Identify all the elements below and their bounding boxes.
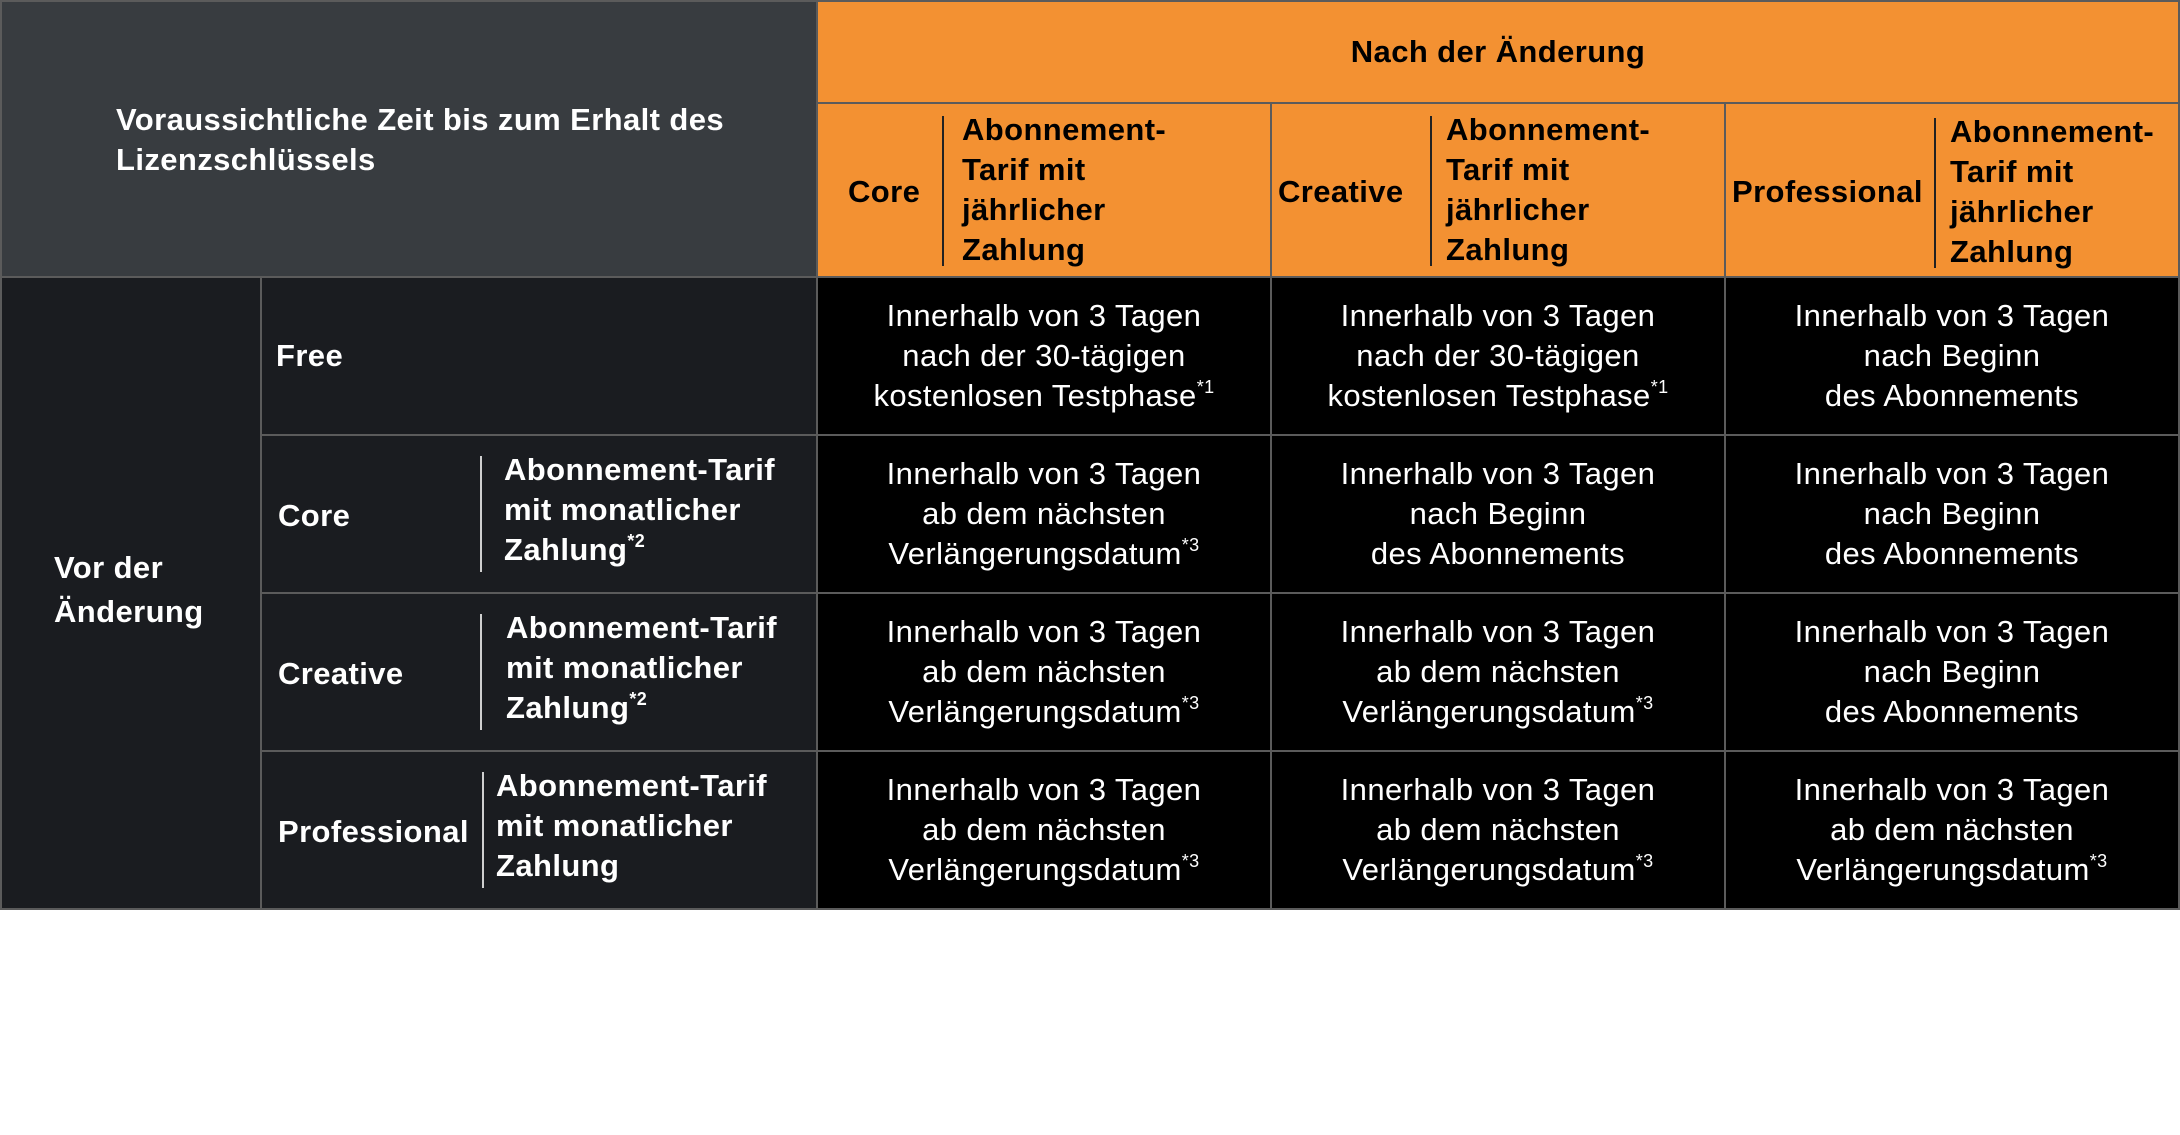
- cell-line: ab dem nächsten: [922, 812, 1166, 847]
- footnote-marker: *2: [629, 689, 648, 709]
- column-header-creative: [1270, 102, 1726, 278]
- cell-text: [1795, 612, 2110, 732]
- cell-line: Innerhalb von 3 Tagen: [1794, 298, 2110, 333]
- cell-line-text: kostenlosen Testphase: [1327, 378, 1651, 413]
- footnote-marker: *3: [1181, 851, 1200, 871]
- cell-line: nach Beginn: [1409, 496, 1587, 531]
- cell-line: nach Beginn: [1863, 496, 2041, 531]
- cell-line: [873, 376, 1214, 416]
- row-header-free: [260, 276, 818, 436]
- row-billing-label: [496, 766, 796, 886]
- cell-line: [887, 850, 1202, 890]
- cell-text: [873, 296, 1214, 416]
- cell-line: ab dem nächsten: [1376, 812, 1620, 847]
- cell-line: [887, 692, 1202, 732]
- data-cell: [1270, 434, 1726, 594]
- cell-text: [1327, 296, 1668, 416]
- data-cell: [816, 750, 1272, 910]
- data-cell: [1724, 434, 2180, 594]
- cell-line: [1341, 850, 1656, 890]
- cell-text: [1341, 770, 1656, 890]
- cell-line: [1795, 534, 2110, 574]
- column-billing-label: Abonnement-Tarif mit jährlicher Zahlung: [1446, 112, 1651, 267]
- cell-line: nach der 30-tägigen: [902, 338, 1186, 373]
- row-billing-text: Abonnement-Tarif mit monatlicher Zahlung: [506, 610, 778, 725]
- corner-header-label: Voraussichtliche Zeit bis zum Erhalt des Lizenzschlüssels: [116, 102, 725, 177]
- footnote-marker: *3: [1181, 535, 1200, 555]
- cell-line: [1795, 376, 2110, 416]
- cell-line-text: Verlängerungsdatum: [1342, 852, 1636, 887]
- after-change-label: Nach der Änderung: [1350, 34, 1646, 69]
- row-header-professional: [260, 750, 818, 910]
- column-plan-label: Creative: [1278, 174, 1404, 209]
- cell-line: Innerhalb von 3 Tagen: [1340, 614, 1656, 649]
- cell-line: Innerhalb von 3 Tagen: [1340, 298, 1656, 333]
- data-cell: [816, 276, 1272, 436]
- row-billing-label: [504, 450, 804, 570]
- before-change-label: Vor der Änderung: [54, 550, 204, 629]
- cell-line: Innerhalb von 3 Tagen: [1340, 456, 1656, 491]
- row-billing-text: Abonnement-Tarif mit monatlicher Zahlung: [496, 768, 768, 883]
- data-cell: [1724, 276, 2180, 436]
- cell-line: [1341, 534, 1656, 574]
- cell-line: nach Beginn: [1863, 338, 2041, 373]
- data-cell: [1270, 276, 1726, 436]
- row-header-creative: [260, 592, 818, 752]
- before-change-header: [0, 276, 262, 910]
- after-change-header: [816, 0, 2180, 104]
- cell-text: [887, 454, 1202, 574]
- cell-line-text: des Abonnements: [1824, 378, 2080, 413]
- cell-text: [887, 770, 1202, 890]
- row-header-core: [260, 434, 818, 594]
- cell-line-text: Verlängerungsdatum: [1796, 852, 2090, 887]
- cell-line-text: Verlängerungsdatum: [888, 852, 1182, 887]
- cell-line: Innerhalb von 3 Tagen: [1794, 772, 2110, 807]
- footnote-marker: *2: [627, 531, 646, 551]
- data-cell: [816, 434, 1272, 594]
- cell-line: Innerhalb von 3 Tagen: [886, 772, 1202, 807]
- data-cell: [1724, 750, 2180, 910]
- cell-text: [1341, 454, 1656, 574]
- cell-line: [1327, 376, 1668, 416]
- footnote-marker: *3: [2089, 851, 2108, 871]
- cell-line-text: kostenlosen Testphase: [873, 378, 1197, 413]
- column-divider: [1430, 116, 1432, 266]
- data-cell: [816, 592, 1272, 752]
- cell-line-text: des Abonnements: [1824, 694, 2080, 729]
- cell-line: [1795, 850, 2110, 890]
- cell-line: Innerhalb von 3 Tagen: [886, 614, 1202, 649]
- cell-line-text: Verlängerungsdatum: [888, 694, 1182, 729]
- column-billing-label: Abonnement-Tarif mit jährlicher Zahlung: [1950, 114, 2155, 269]
- column-divider: [942, 116, 944, 266]
- footnote-marker: *3: [1635, 851, 1654, 871]
- cell-line: ab dem nächsten: [1830, 812, 2074, 847]
- cell-line-text: Verlängerungsdatum: [1342, 694, 1636, 729]
- cell-line: Innerhalb von 3 Tagen: [1340, 772, 1656, 807]
- footnote-marker: *3: [1635, 693, 1654, 713]
- cell-line: Innerhalb von 3 Tagen: [1794, 614, 2110, 649]
- cell-line: nach Beginn: [1863, 654, 2041, 689]
- row-billing-label: [506, 608, 806, 728]
- column-header-core: [816, 102, 1272, 278]
- column-divider: [1934, 118, 1936, 268]
- cell-line: ab dem nächsten: [922, 496, 1166, 531]
- footnote-marker: *1: [1650, 377, 1669, 397]
- cell-line: nach der 30-tägigen: [1356, 338, 1640, 373]
- data-cell: [1270, 592, 1726, 752]
- cell-line: Innerhalb von 3 Tagen: [886, 298, 1202, 333]
- cell-line-text: des Abonnements: [1824, 536, 2080, 571]
- column-header-professional: [1724, 102, 2180, 278]
- row-plan-label: Professional: [278, 814, 469, 849]
- footnote-marker: *3: [1181, 693, 1200, 713]
- cell-text: [1795, 770, 2110, 890]
- cell-line-text: des Abonnements: [1370, 536, 1626, 571]
- cell-text: [1341, 612, 1656, 732]
- footnote-marker: *1: [1196, 377, 1215, 397]
- column-plan-label: Core: [848, 174, 921, 209]
- row-plan-label: Creative: [278, 656, 404, 691]
- cell-line: [1341, 692, 1656, 732]
- column-billing-label: Abonnement-Tarif mit jährlicher Zahlung: [962, 112, 1167, 267]
- row-divider: [480, 456, 482, 572]
- row-plan-label: Core: [278, 498, 351, 533]
- cell-line: [1795, 692, 2110, 732]
- row-billing-text: Abonnement-Tarif mit monatlicher Zahlung: [504, 452, 776, 567]
- cell-text: [1795, 296, 2110, 416]
- cell-line: ab dem nächsten: [922, 654, 1166, 689]
- data-cell: [1270, 750, 1726, 910]
- row-divider: [480, 614, 482, 730]
- cell-text: [1795, 454, 2110, 574]
- cell-line: Innerhalb von 3 Tagen: [886, 456, 1202, 491]
- corner-header: [0, 0, 818, 278]
- cell-line-text: Verlängerungsdatum: [888, 536, 1182, 571]
- cell-line: [887, 534, 1202, 574]
- column-plan-label: Professional: [1732, 174, 1923, 209]
- cell-line: Innerhalb von 3 Tagen: [1794, 456, 2110, 491]
- row-plan-label: Free: [276, 338, 344, 373]
- row-divider: [482, 772, 484, 888]
- cell-line: ab dem nächsten: [1376, 654, 1620, 689]
- data-cell: [1724, 592, 2180, 752]
- cell-text: [887, 612, 1202, 732]
